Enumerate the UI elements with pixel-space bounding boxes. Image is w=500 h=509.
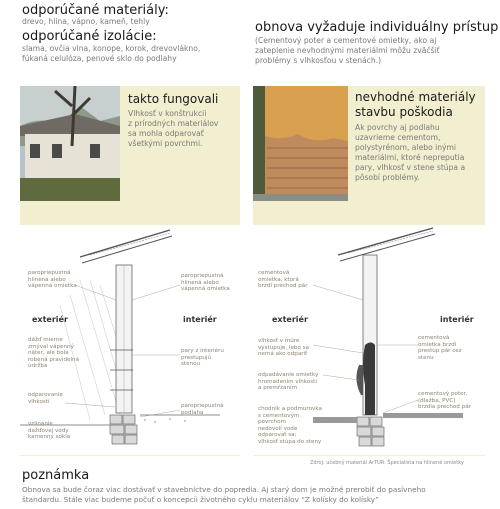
right-panel-text-3: polystyrénom, alebo inými — [355, 143, 457, 152]
right-panel-text-2: uzavrieme cementom, — [355, 133, 441, 142]
ann-damaged-right-2: cementový poter, (dlažba, PVC) brzdia prechod pár — [418, 391, 471, 411]
left-panel-text-1: Vlhkosť v konštrukcii — [128, 109, 207, 118]
right-panel-text-6: pôsobí problémy. — [355, 173, 420, 182]
exterior-label-right: exteriér — [272, 315, 308, 324]
left-panel-text-4: všetkými povrchmi. — [128, 139, 203, 148]
interior-label-right: interiér — [440, 315, 474, 324]
ann-left-1: paropriepustná hlinená alebo vápenná omietka — [28, 270, 77, 290]
materials-list: drevo, hlina, vápno, kameň, tehly — [22, 17, 150, 26]
left-panel-title: takto fungovali — [128, 92, 219, 106]
source-credit: Zdroj: učebný materiál ArTUR: Špecialista na hlinené omietky — [310, 460, 464, 466]
right-panel-text-4: materiálmi, ktoré nepreputia — [355, 153, 465, 162]
ann-right-1: paropriepustná hlinená alebo vápenná omietka — [181, 273, 230, 293]
right-panel-title-2: stavbu poškodia — [355, 105, 453, 119]
note-text-2: štandardu. Stále viac budeme počuť o koncepcii životného cyklu materiálov “Z kolísky do kolísky” — [22, 495, 379, 504]
ann-right-3: paropriepustná podlaha — [181, 403, 224, 416]
right-panel-title-1: nevhodné materiály — [355, 90, 476, 104]
ann-right-2: pary z interiéru prestupujú stenou — [181, 348, 224, 368]
damaged-wall-photo — [253, 86, 348, 201]
note-text-1: Obnova sa bude čoraz viac dostávať v stavebníctve do popredia. Aj starý dom je možné prerobiť do pasívneho — [22, 485, 426, 494]
ann-damaged-right-1: cementová omietka brzdí prestup pár cez stenu — [418, 335, 462, 361]
insulation-list-2: fúkaná celulóza, penové sklo do podlahy — [22, 54, 177, 63]
renovation-text-2: zateplenie nevhodnými materiálmi môžu zväčšiť — [255, 46, 440, 55]
left-panel-text-2: z prírodných materiálov — [128, 119, 219, 128]
exterior-label-left: exteriér — [32, 315, 68, 324]
renovation-text-3: problémy s vlhkosťou v stenách.) — [255, 56, 382, 65]
old-house-photo — [20, 86, 120, 201]
right-panel-text-5: pary, vlhkosť v stene stúpa a — [355, 163, 466, 172]
right-panel-text-1: Ak povrchy aj podlahu — [355, 123, 440, 132]
insulation-list-1: slama, ovčia vlna, konope, korok, drevovlákno, — [22, 44, 201, 53]
ann-damaged-1: cementová omietka, ktorá brzdí prechod pár — [258, 270, 308, 290]
ann-damaged-2: vlhkosť v múre vystupuje, lebo sa nemá ako odpariť — [258, 338, 310, 358]
ann-left-2: dážď mierne zmýval vápenný náter, ale bola robená pravidelná údržba — [28, 337, 80, 370]
note-title: poznámka — [22, 468, 90, 483]
insulation-title: odporúčané izolácie: — [22, 29, 157, 44]
interior-label-left: interiér — [183, 315, 217, 324]
materials-title: odporúčané materiály: — [22, 3, 169, 18]
ann-damaged-4: chodník a podmurovka s cementovým povrchom nedovolí vode odparovať sa; vlhkosť stúpa do steny — [258, 406, 322, 445]
ann-left-3: odparovanie vlhkosti — [28, 392, 63, 405]
ann-damaged-3: odpadávanie omietky hromadením vlhkosti a premŕzaním — [258, 372, 319, 392]
renovation-title: obnova vyžaduje individuálny prístup — [255, 20, 499, 35]
left-panel-text-3: sa mohla odparovať — [128, 129, 204, 138]
renovation-text-1: (Cementový poter a cementové omietky, ako aj — [255, 36, 437, 45]
ann-left-4: vzlínanie dažďovej vody kamenný sokla — [28, 421, 71, 441]
